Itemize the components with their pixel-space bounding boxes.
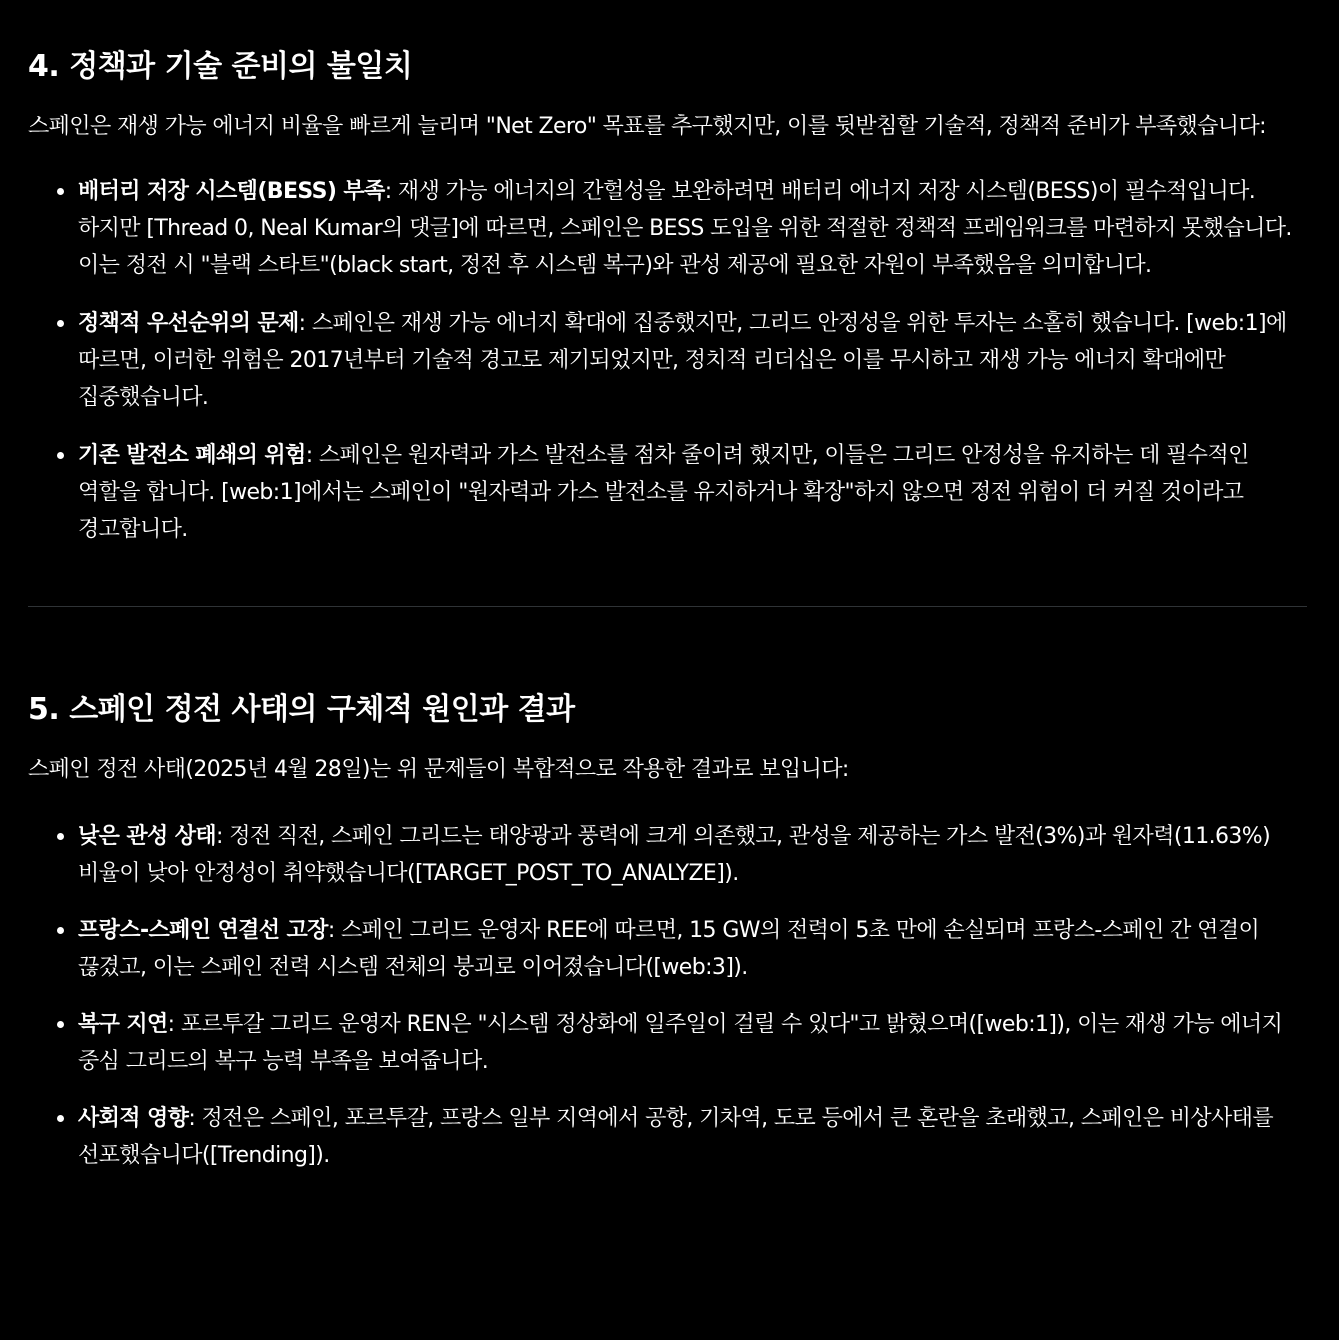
item-text: : 스페인은 재생 가능 에너지 확대에 집중했지만, 그리드 안정성을 위한 투자는 소홀히 했습니다. [web:1]에 따르면, 이러한 위험은 2017년부터 기술적 경고로 제기되었지만, 정치적 리더십은 이를 무시하고 재생 가능 에너지 확대에만 집중했습니다. [78, 311, 1287, 410]
section-divider [28, 606, 1307, 607]
item-text: : 정전은 스페인, 포르투갈, 프랑스 일부 지역에서 공항, 기차역, 도로 등에서 큰 혼란을 초래했고, 스페인은 비상사태를 선포했습니다([Trending]). [78, 1106, 1273, 1168]
item-text: : 재생 가능 에너지의 간헐성을 보완하려면 배터리 에너지 저장 시스템(BESS)이 필수적입니다. 하지만 [Thread 0, Neal Kumar의 댓글]에 따르면, 스페인은 BESS 도입을 위한 적절한 정책적 프레임워크를 마련하지 못했습니다. 이는 정전 시 "블랙 스타트"(black start, 정전 후 시스템 복구)와 관성 제공에 필요한 자원이 부족했음을 의미합니다. [78, 179, 1292, 278]
list-item [78, 173, 1307, 284]
item-text: : 포르투갈 그리드 운영자 REN은 "시스템 정상화에 일주일이 걸릴 수 있다"고 밝혔으며([web:1]), 이는 재생 가능 에너지 중심 그리드의 복구 능력 부족을 보여줍니다. [78, 1012, 1283, 1074]
list-item [78, 1006, 1307, 1080]
item-label: 정책적 우선순위의 문제 [78, 311, 299, 336]
bullet-list [28, 173, 1307, 548]
section-5 [28, 689, 1307, 1174]
list-item [78, 305, 1307, 416]
item-label: 기존 발전소 폐쇄의 위험 [78, 443, 306, 468]
section-heading: 4. 정책과 기술 준비의 불일치 [28, 49, 413, 84]
section-4 [28, 46, 1307, 548]
section-heading: 5. 스페인 정전 사태의 구체적 원인과 결과 [28, 692, 575, 727]
section-intro: 스페인은 재생 가능 에너지 비율을 빠르게 늘리며 "Net Zero" 목표를 추구했지만, 이를 뒷받침할 기술적, 정책적 준비가 부족했습니다: [28, 114, 1266, 139]
item-label: 배터리 저장 시스템(BESS) 부족 [78, 179, 385, 204]
list-item [78, 912, 1307, 986]
section-intro: 스페인 정전 사태(2025년 4월 28일)는 위 문제들이 복합적으로 작용한 결과로 보입니다: [28, 757, 849, 782]
list-item [78, 1100, 1307, 1174]
item-text: : 스페인 그리드 운영자 REE에 따르면, 15 GW의 전력이 5초 만에 손실되며 프랑스-스페인 간 연결이 끊겼고, 이는 스페인 전력 시스템 전체의 붕괴로 이어졌습니다([web:3]). [78, 918, 1260, 980]
item-label: 낮은 관성 상태 [78, 824, 217, 849]
item-label: 복구 지연 [78, 1012, 168, 1037]
bullet-list [28, 818, 1307, 1174]
list-item [78, 818, 1307, 892]
list-item [78, 437, 1307, 548]
item-label: 프랑스-스페인 연결선 고장 [78, 918, 328, 943]
item-label: 사회적 영향 [78, 1106, 189, 1131]
item-text: : 정전 직전, 스페인 그리드는 태양광과 풍력에 크게 의존했고, 관성을 제공하는 가스 발전(3%)과 원자력(11.63%) 비율이 낮아 안정성이 취약했습니다([TARGET_POST_TO_ANALYZE]). [78, 824, 1271, 886]
item-text: : 스페인은 원자력과 가스 발전소를 점차 줄이려 했지만, 이들은 그리드 안정성을 유지하는 데 필수적인 역할을 합니다. [web:1]에서는 스페인이 "원자력과 가스 발전소를 유지하거나 확장"하지 않으면 정전 위험이 더 커질 것이라고 경고합니다. [78, 443, 1249, 542]
